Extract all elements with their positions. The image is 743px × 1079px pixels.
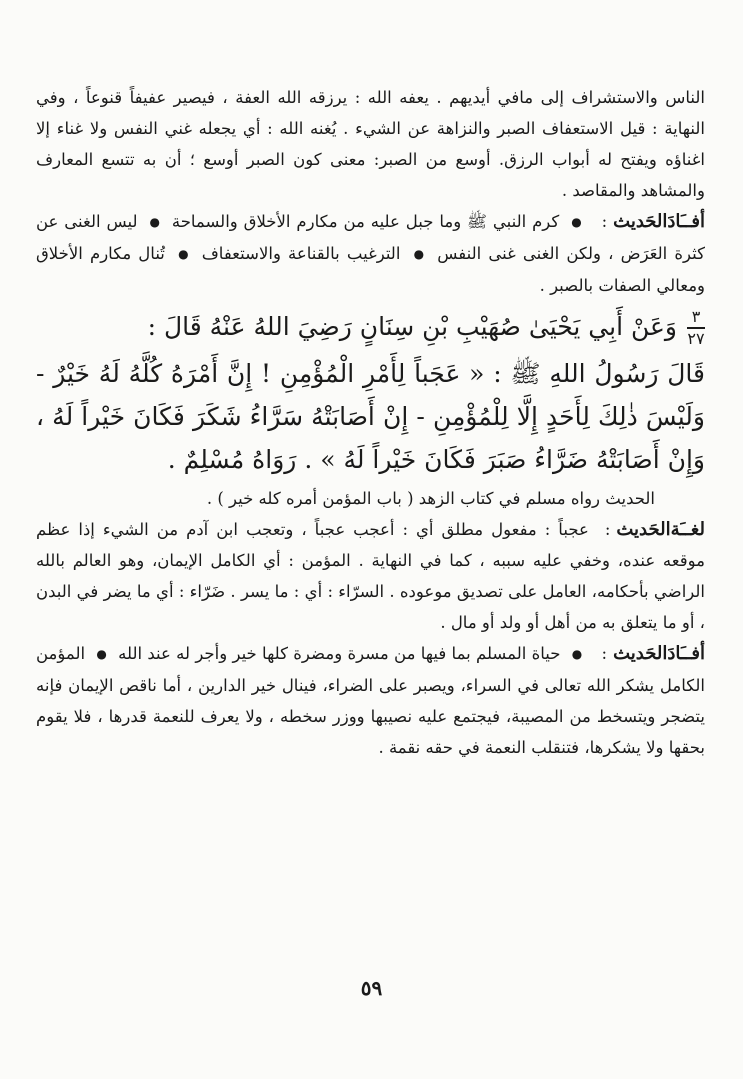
label-colon: : [601, 212, 608, 231]
benefit-item: كرم النبي ﷺ وما جبل عليه من مكارم الأخلاق والسماحة [171, 212, 560, 231]
bullet-icon: ● [96, 647, 107, 661]
benefits-label-1: أفــَادَالحَديث [613, 211, 706, 232]
hadith-narrator-line: وَعَنْ أَبِي يَحْيَىٰ صُهَيْبِ بْنِ سِنَانٍ رَضِيَ اللهُ عَنْهُ قَالَ : [147, 312, 677, 341]
hadith-text: قَالَ رَسُولُ اللهِ ﷺ : « عَجَباً لِأَمْرِ الْمُؤْمِنِ ! إِنَّ أَمْرَهُ كُلَّهُ لَهُ خَيْرٌ - وَلَيْسَ ذٰلِكَ لِأَحَدٍ إِلَّا لِلْمُؤْمِنِ - إِنْ أَصَابَتْهُ سَرَّاءُ شَكَرَ فَكَانَ خَيْراً لَهُ ، وَإِنْ أَصَابَتْهُ ضَرَّاءُ صَبَرَ فَكَانَ خَيْراً لَهُ » . رَوَاهُ مُسْلِمٌ . [36, 359, 705, 474]
intro-text: الناس والاستشراف إلى مافي أيديهم . يعفه الله : يرزقه الله العفة ، فيصير عفيفاً قنوعاً ، وفي النهاية : قيل الاستعفاف الصبر والنزاهة عن الشيء . يُغنه الله : أي يجعله غني النفس ولا غناء إلا اغناؤه ويفتح له أبواب الرزق. أوسع من الصبر: معنى كون الصبر أوسع ؛ أن به تتسع المعارف والمشاهد والمقاصد . [36, 88, 705, 200]
bullet-icon: ● [149, 215, 160, 229]
hadith-heading [36, 305, 705, 348]
label-colon: : [604, 520, 611, 539]
bullet-icon: ● [178, 247, 189, 261]
vocab-label: لغــَةالحَديث [616, 519, 705, 540]
benefit-item: المؤمن الكامل يشكر الله تعالى في السراء، ويصبر على الضراء، فينال خير الدارين ، أما ناقص الإيمان فإنه يتضجر ويتسخط من المصيبة، فيجتمع عليه نصيبها ووزر سخطه ، ولا يعرف للنعمة قدرها ، فلا يقوم بحقها ولا يشكرها، فتنقلب النعمة في حقه نقمة . [36, 644, 705, 757]
page-content [36, 82, 705, 763]
benefit-item: الترغيب بالقناعة والاستعفاف [201, 244, 401, 263]
benefits-section-1 [36, 206, 705, 301]
intro-paragraph [36, 82, 705, 206]
benefits-label-2: أفــَادَالحَديث [613, 643, 705, 664]
label-colon: : [601, 644, 608, 663]
vocab-section [36, 514, 705, 638]
bullet-icon: ● [413, 247, 425, 261]
page-number: ٥٩ [360, 976, 383, 1000]
bullet-icon: ● [571, 647, 583, 661]
benefits-section-2 [36, 638, 705, 763]
benefit-item: تُنال مكارم الأخلاق ومعالي الصفات بالصبر . [36, 244, 705, 295]
bullet-icon: ● [571, 215, 582, 229]
hadith-number-top: ٣ [691, 307, 701, 326]
vocab-text: عجباً : مفعول مطلق أي : أعجب عجباً ، وتعجب ابن آدم من الشيء إذا عظم موقعه عنده، وخفي عليه سببه ، كما في النهاية . المؤمن : أي الكامل الإيمان، وهو العالم بالله الراضي بأحكامه، العامل على تصديق موعوده . السرّاء : أي : ما يسر . ضَرّاء : أي ما يضر في البدن ، أو ما يتعلق به من أهل أو ولد أو مال . [36, 520, 705, 632]
hadith-number-bottom: ٢٧ [687, 329, 705, 348]
hadith-number [687, 309, 705, 347]
benefit-item: ليس الغنى عن كثرة العَرَض ، ولكن الغنى غنى النفس [36, 212, 705, 263]
benefit-item: حياة المسلم بما فيها من مسرة ومضرة كلها خير وأجر له عند الله [118, 644, 561, 663]
source-note: الحديث رواه مسلم في كتاب الزهد ( باب المؤمن أمره كله خير ) . [206, 489, 655, 508]
